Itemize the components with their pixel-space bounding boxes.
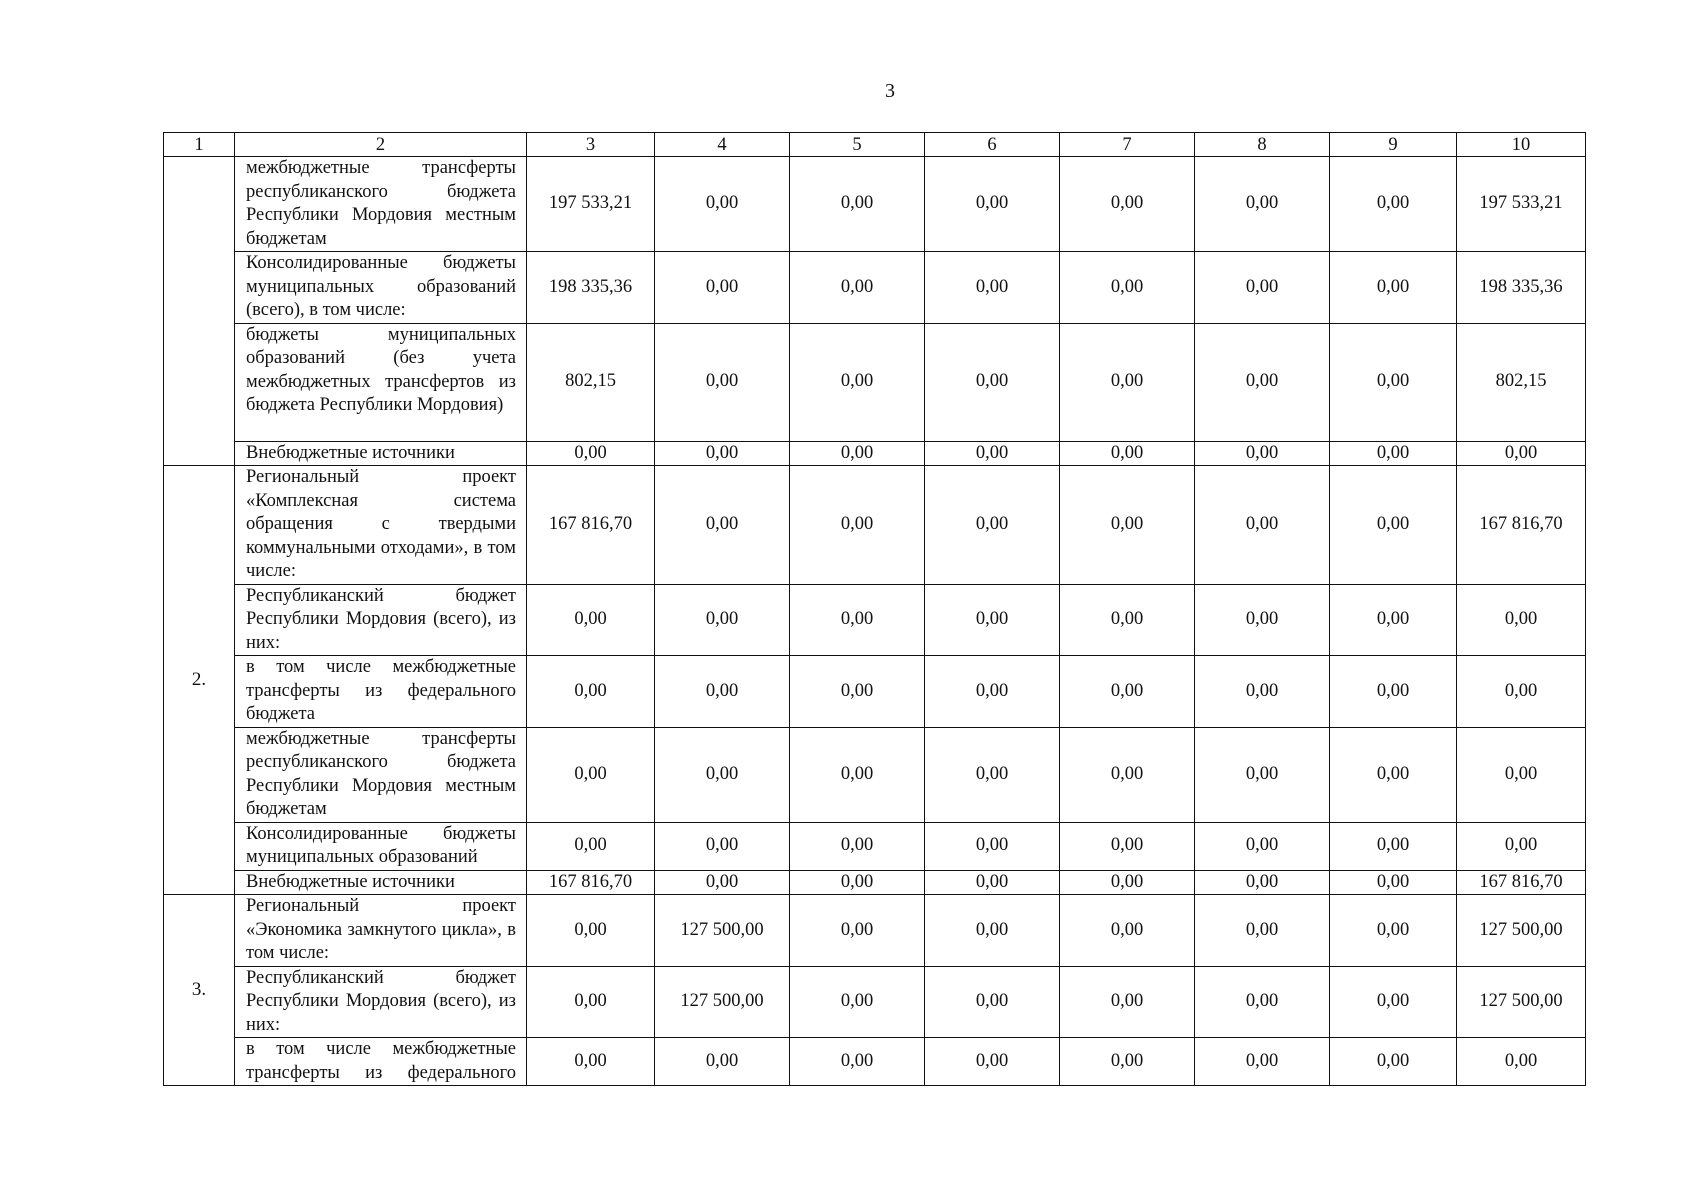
row-description: межбюджетные трансферты республиканского бюджета Республики Мордовия местным бюджетам — [235, 727, 527, 822]
value-cell: 0,00 — [1330, 157, 1457, 252]
value-cell: 0,00 — [1330, 441, 1457, 466]
table-row — [164, 966, 1586, 1038]
value-cell: 0,00 — [1330, 252, 1457, 324]
value-cell: 0,00 — [1060, 727, 1195, 822]
value-cell: 0,00 — [1060, 157, 1195, 252]
value-cell: 0,00 — [527, 966, 655, 1038]
value-cell: 0,00 — [790, 822, 925, 870]
value-cell: 0,00 — [655, 157, 790, 252]
value-cell: 0,00 — [1457, 1038, 1586, 1086]
row-description: межбюджетные трансферты республиканского бюджета Республики Мордовия местным бюджетам — [235, 157, 527, 252]
value-cell: 0,00 — [790, 656, 925, 728]
value-cell: 0,00 — [527, 584, 655, 656]
value-cell: 0,00 — [925, 323, 1060, 441]
value-cell: 0,00 — [1457, 822, 1586, 870]
value-cell: 0,00 — [1195, 656, 1330, 728]
header-cell: 1 — [164, 133, 235, 157]
value-cell: 0,00 — [527, 822, 655, 870]
value-cell: 0,00 — [1060, 1038, 1195, 1086]
value-cell: 0,00 — [1330, 727, 1457, 822]
row-description: бюджеты муниципальных образований (без учета межбюджетных трансфертов из бюджета Республики Мордовия) — [235, 323, 527, 441]
table-row — [164, 157, 1586, 252]
value-cell: 0,00 — [527, 656, 655, 728]
value-cell: 0,00 — [655, 323, 790, 441]
table-row — [164, 466, 1586, 585]
value-cell: 0,00 — [1195, 466, 1330, 585]
row-description: Республиканский бюджет Республики Мордовия (всего), из них: — [235, 584, 527, 656]
value-cell: 0,00 — [1195, 727, 1330, 822]
header-cell: 7 — [1060, 133, 1195, 157]
value-cell: 127 500,00 — [655, 966, 790, 1038]
value-cell: 198 335,36 — [1457, 252, 1586, 324]
value-cell: 167 816,70 — [527, 870, 655, 895]
header-cell: 4 — [655, 133, 790, 157]
row-description: Консолидированные бюджеты муниципальных образований — [235, 822, 527, 870]
value-cell: 0,00 — [655, 727, 790, 822]
value-cell: 127 500,00 — [1457, 895, 1586, 967]
value-cell: 0,00 — [790, 441, 925, 466]
value-cell: 0,00 — [1330, 895, 1457, 967]
section-number: 2. — [164, 466, 235, 895]
value-cell: 0,00 — [655, 252, 790, 324]
table-row — [164, 870, 1586, 895]
value-cell: 197 533,21 — [1457, 157, 1586, 252]
header-cell: 9 — [1330, 133, 1457, 157]
value-cell: 127 500,00 — [655, 895, 790, 967]
row-description: Внебюджетные источники — [235, 870, 527, 895]
value-cell: 127 500,00 — [1457, 966, 1586, 1038]
value-cell: 0,00 — [527, 1038, 655, 1086]
row-description: Республиканский бюджет Республики Мордовия (всего), из них: — [235, 966, 527, 1038]
table-row — [164, 822, 1586, 870]
value-cell: 0,00 — [1060, 895, 1195, 967]
value-cell: 0,00 — [1060, 656, 1195, 728]
header-row — [164, 133, 1586, 157]
value-cell: 802,15 — [1457, 323, 1586, 441]
value-cell: 0,00 — [790, 323, 925, 441]
value-cell: 0,00 — [1195, 323, 1330, 441]
section-number: 3. — [164, 895, 235, 1086]
value-cell: 0,00 — [1195, 1038, 1330, 1086]
value-cell: 0,00 — [655, 870, 790, 895]
row-description: в том числе межбюджетные трансферты из федерального бюджета — [235, 656, 527, 728]
table-row — [164, 441, 1586, 466]
row-description: Консолидированные бюджеты муниципальных образований (всего), в том числе: — [235, 252, 527, 324]
value-cell: 0,00 — [1195, 157, 1330, 252]
value-cell: 167 816,70 — [1457, 870, 1586, 895]
header-cell: 10 — [1457, 133, 1586, 157]
table-row — [164, 895, 1586, 967]
header-cell: 8 — [1195, 133, 1330, 157]
value-cell: 0,00 — [1195, 895, 1330, 967]
value-cell: 0,00 — [655, 441, 790, 466]
value-cell: 0,00 — [925, 895, 1060, 967]
value-cell: 0,00 — [1060, 323, 1195, 441]
value-cell: 167 816,70 — [527, 466, 655, 585]
value-cell: 0,00 — [527, 895, 655, 967]
value-cell: 0,00 — [655, 466, 790, 585]
row-description: Региональный проект «Комплексная система обращения с твердыми коммунальными отходами», в том числе: — [235, 466, 527, 585]
value-cell: 0,00 — [925, 656, 1060, 728]
value-cell: 0,00 — [655, 822, 790, 870]
value-cell: 0,00 — [1330, 466, 1457, 585]
value-cell: 0,00 — [1330, 323, 1457, 441]
value-cell: 198 335,36 — [527, 252, 655, 324]
value-cell: 0,00 — [790, 1038, 925, 1086]
value-cell: 0,00 — [790, 966, 925, 1038]
value-cell: 0,00 — [1195, 966, 1330, 1038]
value-cell: 0,00 — [925, 441, 1060, 466]
value-cell: 0,00 — [790, 466, 925, 585]
value-cell: 0,00 — [1195, 870, 1330, 895]
value-cell: 0,00 — [1060, 822, 1195, 870]
value-cell: 0,00 — [925, 966, 1060, 1038]
value-cell: 0,00 — [655, 584, 790, 656]
value-cell: 0,00 — [1330, 1038, 1457, 1086]
value-cell: 0,00 — [1195, 441, 1330, 466]
budget-table — [163, 132, 1586, 1086]
value-cell: 0,00 — [1330, 966, 1457, 1038]
value-cell: 167 816,70 — [1457, 466, 1586, 585]
value-cell: 0,00 — [790, 252, 925, 324]
row-description: Внебюджетные источники — [235, 441, 527, 466]
value-cell: 0,00 — [1330, 584, 1457, 656]
value-cell: 0,00 — [790, 870, 925, 895]
table-row — [164, 584, 1586, 656]
value-cell: 0,00 — [1457, 656, 1586, 728]
row-description: Региональный проект «Экономика замкнутого цикла», в том числе: — [235, 895, 527, 967]
value-cell: 0,00 — [1457, 584, 1586, 656]
page-number: 3 — [885, 80, 895, 102]
value-cell: 0,00 — [790, 157, 925, 252]
value-cell: 0,00 — [790, 895, 925, 967]
value-cell: 0,00 — [1330, 870, 1457, 895]
value-cell: 0,00 — [527, 441, 655, 466]
table-row — [164, 656, 1586, 728]
table-row — [164, 252, 1586, 324]
value-cell: 0,00 — [527, 727, 655, 822]
value-cell: 0,00 — [925, 252, 1060, 324]
value-cell: 0,00 — [790, 584, 925, 656]
value-cell: 0,00 — [925, 157, 1060, 252]
table-row — [164, 727, 1586, 822]
value-cell: 0,00 — [1060, 870, 1195, 895]
header-cell: 6 — [925, 133, 1060, 157]
value-cell: 0,00 — [1195, 584, 1330, 656]
value-cell: 0,00 — [925, 870, 1060, 895]
header-cell: 2 — [235, 133, 527, 157]
value-cell: 0,00 — [925, 1038, 1060, 1086]
value-cell: 0,00 — [1060, 466, 1195, 585]
value-cell: 0,00 — [1195, 822, 1330, 870]
value-cell: 0,00 — [1060, 252, 1195, 324]
value-cell: 0,00 — [1457, 441, 1586, 466]
value-cell: 0,00 — [655, 656, 790, 728]
value-cell: 0,00 — [925, 727, 1060, 822]
value-cell: 0,00 — [1060, 966, 1195, 1038]
value-cell: 0,00 — [1457, 727, 1586, 822]
header-cell: 5 — [790, 133, 925, 157]
section-number — [164, 157, 235, 466]
value-cell: 0,00 — [1060, 441, 1195, 466]
table-row — [164, 1038, 1586, 1086]
value-cell: 0,00 — [1330, 656, 1457, 728]
value-cell: 0,00 — [1195, 252, 1330, 324]
value-cell: 0,00 — [790, 727, 925, 822]
row-description: в том числе межбюджетные трансферты из федерального — [235, 1038, 527, 1086]
value-cell: 0,00 — [1060, 584, 1195, 656]
value-cell: 802,15 — [527, 323, 655, 441]
value-cell: 0,00 — [925, 466, 1060, 585]
value-cell: 0,00 — [1330, 822, 1457, 870]
value-cell: 0,00 — [655, 1038, 790, 1086]
value-cell: 0,00 — [925, 584, 1060, 656]
header-cell: 3 — [527, 133, 655, 157]
table-row — [164, 323, 1586, 441]
value-cell: 197 533,21 — [527, 157, 655, 252]
value-cell: 0,00 — [925, 822, 1060, 870]
